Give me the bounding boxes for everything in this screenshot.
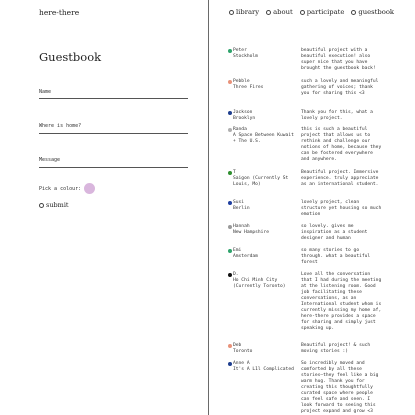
- home-input-line[interactable]: [39, 133, 188, 134]
- entry-place: Toronto: [233, 349, 253, 354]
- radio-icon: [39, 203, 44, 208]
- nav-item-participate[interactable]: participate: [300, 8, 345, 16]
- colour-dot: [228, 49, 232, 53]
- entry-place: Saigon (Currently St Louis, Mo): [233, 176, 289, 187]
- nav-item-about[interactable]: about: [266, 8, 293, 16]
- entry-name: Peter: [233, 48, 247, 53]
- colour-dot: [228, 225, 232, 229]
- site-title[interactable]: here-there: [39, 8, 80, 17]
- colour-label: Pick a colour:: [39, 185, 82, 192]
- colour-dot: [228, 273, 232, 277]
- entry-message: such a lovely and meaningful gathering of voices; thank you for sharing this <3: [301, 79, 379, 96]
- name-input-line[interactable]: [39, 98, 188, 99]
- nav-item-library[interactable]: library: [229, 8, 259, 16]
- entry-name: Emi: [233, 248, 242, 253]
- message-label: Message: [39, 157, 61, 163]
- entry-message: Thank you for this, what a lovely project.: [301, 110, 373, 121]
- home-label: Where is home?: [39, 123, 82, 129]
- radio-icon: [300, 10, 305, 15]
- entry-name: Deb: [233, 343, 242, 348]
- entry-name: Jackson: [233, 110, 253, 115]
- entry-place: Brooklyn: [233, 116, 256, 121]
- colour-dot: [228, 128, 232, 132]
- radio-icon: [229, 10, 234, 15]
- colour-dot: [228, 80, 232, 84]
- radio-icon: [351, 10, 356, 15]
- submit-label: submit: [46, 201, 69, 209]
- entry-place: Berlin: [233, 206, 250, 211]
- entry-message: this is such a beautiful project that allows us to rethink and challenge our notions of home, because they can be fostered everywhere and anywhere.: [301, 127, 382, 162]
- entry-place: Amsterdam: [233, 254, 258, 259]
- entry-name: Pebble: [233, 79, 250, 84]
- entry-place: Ho Chi Minh City (Currently Toronto): [233, 278, 286, 289]
- entry-name: Randa: [233, 127, 247, 132]
- entry-place: Three Fires: [233, 85, 264, 90]
- entry-place: A Space Between Kuwait + The U.S.: [233, 133, 294, 144]
- colour-dot: [228, 344, 232, 348]
- entry-name: Hannah: [233, 224, 250, 229]
- nav-item-guestbook[interactable]: guestbook: [351, 8, 394, 16]
- entry-place: Stockholm: [233, 54, 258, 59]
- entry-name: Susi: [233, 200, 245, 205]
- entry-message: so many stories to go through. what a beautiful forest: [301, 248, 371, 265]
- entry-message: Beautiful project! & such moving stories :): [301, 343, 371, 354]
- colour-dot: [228, 111, 232, 115]
- message-field[interactable]: [39, 157, 188, 163]
- entry-place: It's A L1l Complicated: [233, 367, 294, 372]
- entry-message: lovely project, clean structure yet housing so much emotion: [301, 200, 382, 217]
- colour-picker[interactable]: [84, 183, 95, 194]
- entry-message: So incredibly moved and comforted by all these stories—they feel like a big warm hug. Thank you for creating this thoughtfully curated space where people can feel safe and seen. I look forward to seeing this project expand and grow <3: [301, 361, 379, 414]
- guestbook-entries-panel: [209, 0, 415, 415]
- entry-message: Beautiful project. Immersive experience. truly appreciate as an international student.: [301, 170, 379, 187]
- top-nav: [229, 8, 394, 16]
- name-field[interactable]: [39, 89, 188, 95]
- entry-message: Love all the conversation that I had during the meeting at the listening room. Good job facilitating these conversations, as an International student whom is currently missing my home af, here-there provides a space for sharing and simply just speaking up.: [301, 272, 382, 331]
- colour-dot: [228, 249, 232, 253]
- radio-icon: [266, 10, 271, 15]
- colour-dot: [228, 362, 232, 366]
- colour-dot: [228, 201, 232, 205]
- submit-button[interactable]: [39, 201, 69, 209]
- home-field[interactable]: [39, 123, 188, 129]
- page-title: Guestbook: [39, 50, 102, 64]
- colour-picker-row: [39, 183, 95, 194]
- colour-dot: [228, 171, 232, 175]
- entry-message: so lovely. gives me inspiration as a student designer and human: [301, 224, 368, 241]
- entry-name: Anne A: [233, 361, 250, 366]
- entry-message: beautiful project with a beautiful execution! also super nice that you have brought the guestbook back!: [301, 48, 376, 71]
- name-label: Name: [39, 89, 52, 95]
- entry-place: New Hampshire: [233, 230, 269, 235]
- message-input-line[interactable]: [39, 167, 188, 168]
- entry-name: D.: [233, 272, 239, 277]
- entry-name: T: [233, 170, 236, 175]
